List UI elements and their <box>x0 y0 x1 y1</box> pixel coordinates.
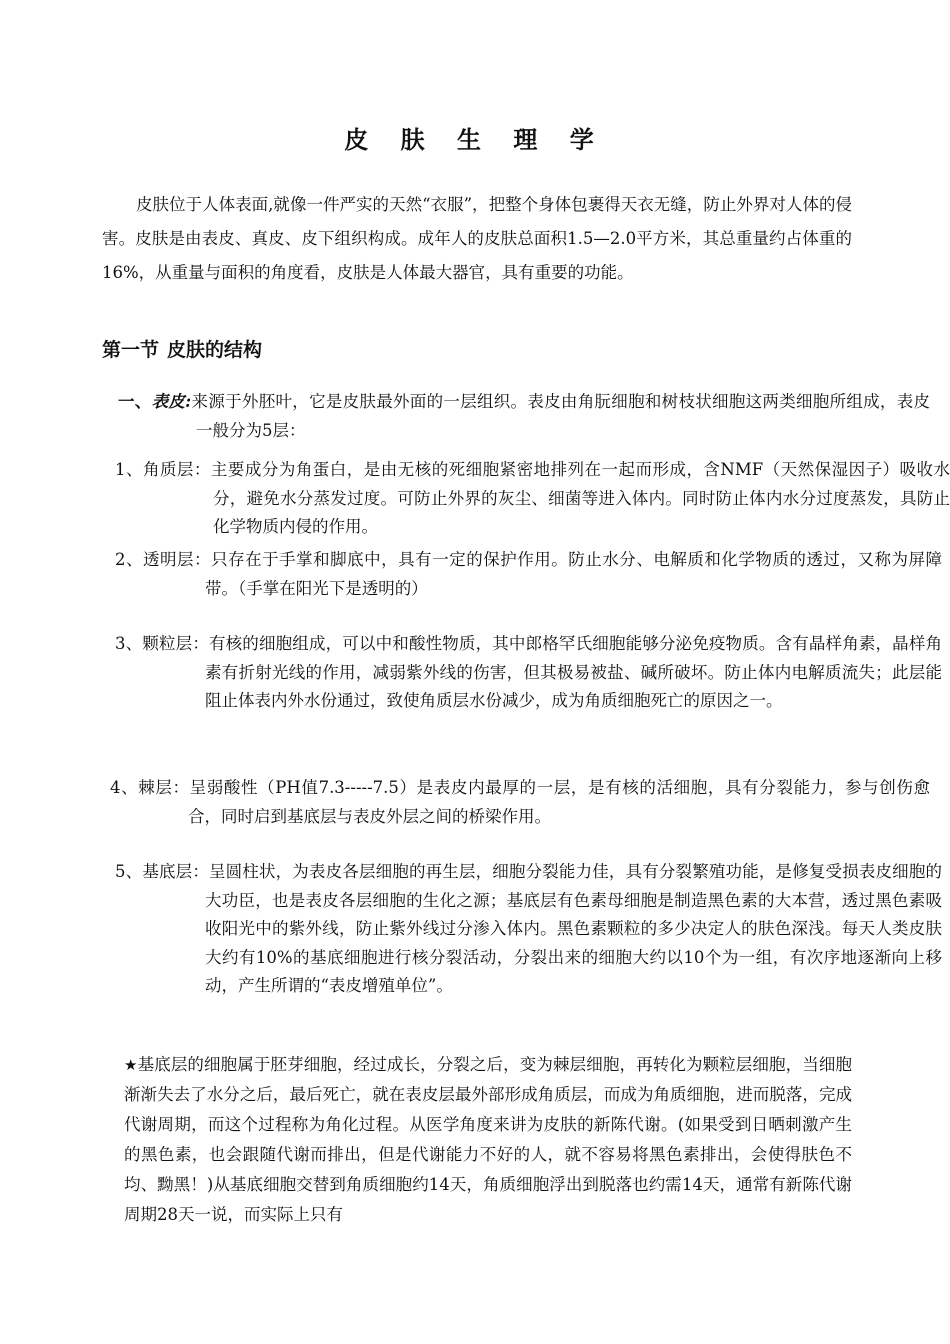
layer-label: 3、颗粒层： <box>115 634 209 653</box>
layer-text: 只存在于手掌和脚底中，具有一定的保护作用。防止水分、电解质和化学物质的透过，又称为屏障带。（手掌在阳光下是透明的） <box>205 550 943 598</box>
layer-text: 有核的细胞组成，可以中和酸性物质，其中郎格罕氏细胞能够分泌免疫物质。含有晶样角素，晶样角素有折射光线的作用，减弱紫外线的伤害，但其极易被盐、碱所破坏。防止体内电解质流失；此层能阻止体表内外水份通过，致使角质层水份减少，成为角质细胞死亡的原因之一。 <box>205 634 943 710</box>
keratinization-note <box>124 1050 852 1230</box>
layer-text: 呈圆柱状，为表皮各层细胞的再生层，细胞分裂能力佳，具有分裂繁殖功能，是修复受损表皮细胞的大功臣，也是表皮各层细胞的生化之源；基底层有色素母细胞是制造黑色素的大本营，透过黑色素吸收阳光中的紫外线，防止紫外线过分渗入体内。黑色素颗粒的多少决定人的肤色深浅。每天人类皮肤大约有10%的基底细胞进行核分裂活动，分裂出来的细胞大约以10个为一组，有次序地逐渐向上移动，产生所谓的“表皮增殖单位”。 <box>205 862 943 995</box>
epidermis-text: 来源于外胚叶，它是皮肤最外面的一层组织。表皮由角朊细胞和树枝状细胞这两类细胞所组成，表皮一般分为5层： <box>191 392 931 440</box>
section-number: 第一节 <box>102 339 160 361</box>
layer-label: 4、棘层： <box>110 778 190 797</box>
layer-label: 2、透明层： <box>115 550 212 569</box>
layer-text: 呈弱酸性（PH值7.3-----7.5）是表皮内最厚的一层，是有核的活细胞，具有分裂能力，参与创伤愈合，同时启到基底层与表皮外层之间的桥梁作用。 <box>188 778 930 826</box>
layer-item-stratum-corneum <box>115 456 950 542</box>
epidermis-term: 表皮: <box>151 392 192 411</box>
section-title: 皮肤的结构 <box>167 339 263 361</box>
layer-label: 1、角质层： <box>115 460 211 479</box>
epidermis-prefix: 一、 <box>118 392 152 411</box>
intro-paragraph: 皮肤位于人体表面,就像一件严实的天然“衣服”，把整个身体包裹得天衣无缝，防止外界对人体的侵害。皮肤是由表皮、真皮、皮下组织构成。成年人的皮肤总面积1.5—2.0平方米，其总重量约占体重的16%，从重量与面积的角度看，皮肤是人体最大器官，具有重要的功能。 <box>102 195 852 282</box>
layer-text: 主要成分为角蛋白，是由无核的死细胞紧密地排列在一起而形成，含NMF（天然保湿因子）吸收水分，避免水分蒸发过度。可防止外界的灰尘、细菌等进入体内。同时防止体内水分过度蒸发，具防止化学物质内侵的作用。 <box>210 460 950 536</box>
star-icon: ★ <box>124 1056 138 1074</box>
layer-label: 5、基底层： <box>115 862 209 881</box>
epidermis-paragraph <box>118 388 930 445</box>
section-heading <box>102 335 270 362</box>
layer-item-stratum-lucidum <box>115 546 942 603</box>
layer-item-stratum-granulosum <box>115 630 942 716</box>
layer-item-stratum-spinosum <box>110 774 930 831</box>
layer-item-stratum-basale <box>115 858 942 1001</box>
page-title: 皮 肤 生 理 学 <box>344 126 606 154</box>
note-text: 基底层的细胞属于胚芽细胞，经过成长，分裂之后，变为棘层细胞，再转化为颗粒层细胞，当细胞渐渐失去了水分之后，最后死亡，就在表皮层最外部形成角质层，而成为角质细胞，进而脱落，完成代谢周期，而这个过程称为角化过程。从医学角度来讲为皮肤的新陈代谢。(如果受到日晒刺激产生的黑色素，也会跟随代谢而排出，但是代谢能力不好的人，就不容易将黑色素排出，会使得肤色不均、黝黑！)从基底细胞交替到角质细胞约14天，角质细胞浮出到脱落也约需14天，通常有新陈代谢周期28天一说，而实际上只有 <box>124 1055 853 1224</box>
